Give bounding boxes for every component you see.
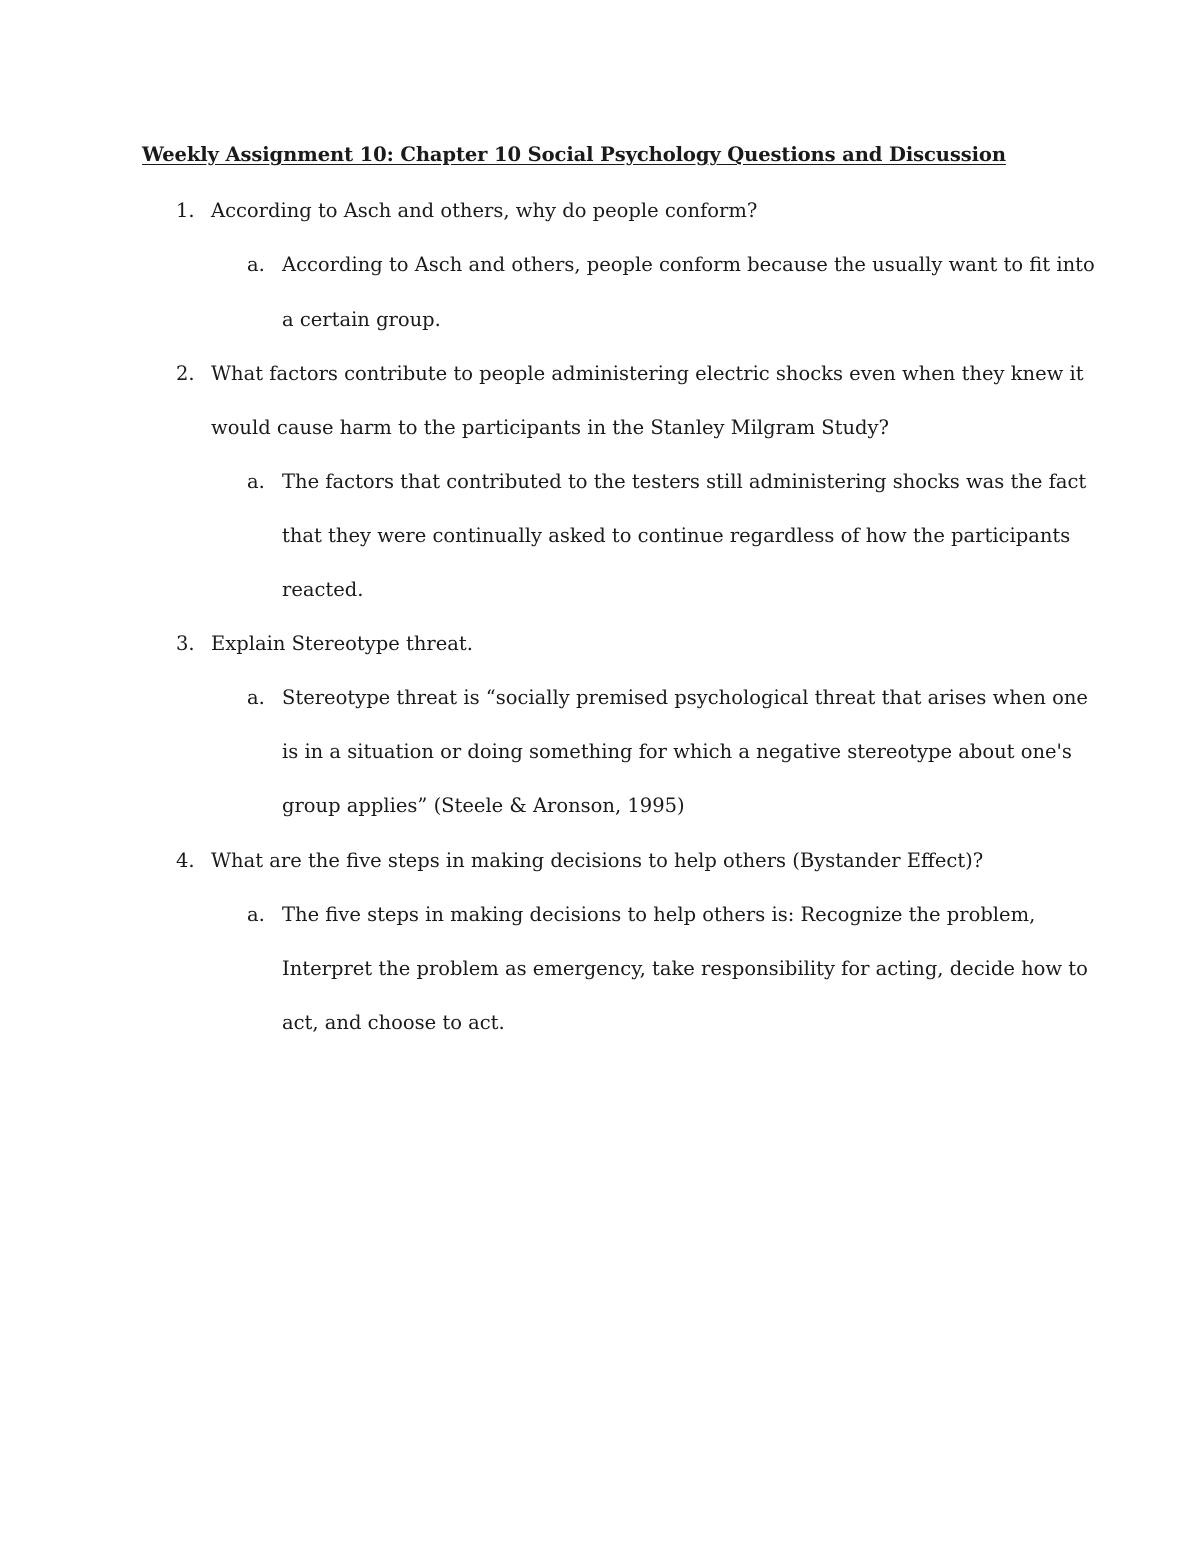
item-1-number: 1. <box>176 199 195 222</box>
item-2-answer-line-2: that they were continually asked to continue regardless of how the participants <box>282 524 1071 547</box>
item-4-answer-line-2: Interpret the problem as emergency, take responsibility for acting, decide how to <box>282 957 1088 980</box>
item-4-number: 4. <box>176 849 195 872</box>
item-2-question-line-2: would cause harm to the participants in the Stanley Milgram Study? <box>211 416 889 439</box>
item-4-answer-marker: a. <box>247 903 265 926</box>
item-3-answer-line-1: Stereotype threat is “socially premised psychological threat that arises when one <box>282 686 1088 709</box>
item-1-answer-line-1: According to Asch and others, people conform because the usually want to fit into <box>282 253 1095 276</box>
document-title: Weekly Assignment 10: Chapter 10 Social Psychology Questions and Discussion <box>142 143 1006 166</box>
item-2-answer-marker: a. <box>247 470 265 493</box>
item-3-number: 3. <box>176 632 195 655</box>
item-2-number: 2. <box>176 362 195 385</box>
item-2-answer-line-3: reacted. <box>282 578 364 601</box>
item-2-answer-line-1: The factors that contributed to the testers still administering shocks was the fact <box>282 470 1087 493</box>
item-1-answer-line-2: a certain group. <box>282 308 441 331</box>
item-4-question-line-1: What are the five steps in making decisions to help others (Bystander Effect)? <box>211 849 984 872</box>
item-3-answer-line-3: group applies” (Steele & Aronson, 1995) <box>282 794 685 817</box>
item-4-answer-line-1: The five steps in making decisions to help others is: Recognize the problem, <box>282 903 1036 926</box>
item-1-question-line-1: According to Asch and others, why do people conform? <box>211 199 758 222</box>
item-1-answer-marker: a. <box>247 253 265 276</box>
item-3-question-line-1: Explain Stereotype threat. <box>211 632 473 655</box>
item-3-answer-marker: a. <box>247 686 265 709</box>
item-2-question-line-1: What factors contribute to people administering electric shocks even when they knew it <box>211 362 1084 385</box>
item-4-answer-line-3: act, and choose to act. <box>282 1011 505 1034</box>
item-3-answer-line-2: is in a situation or doing something for which a negative stereotype about one's <box>282 740 1072 763</box>
